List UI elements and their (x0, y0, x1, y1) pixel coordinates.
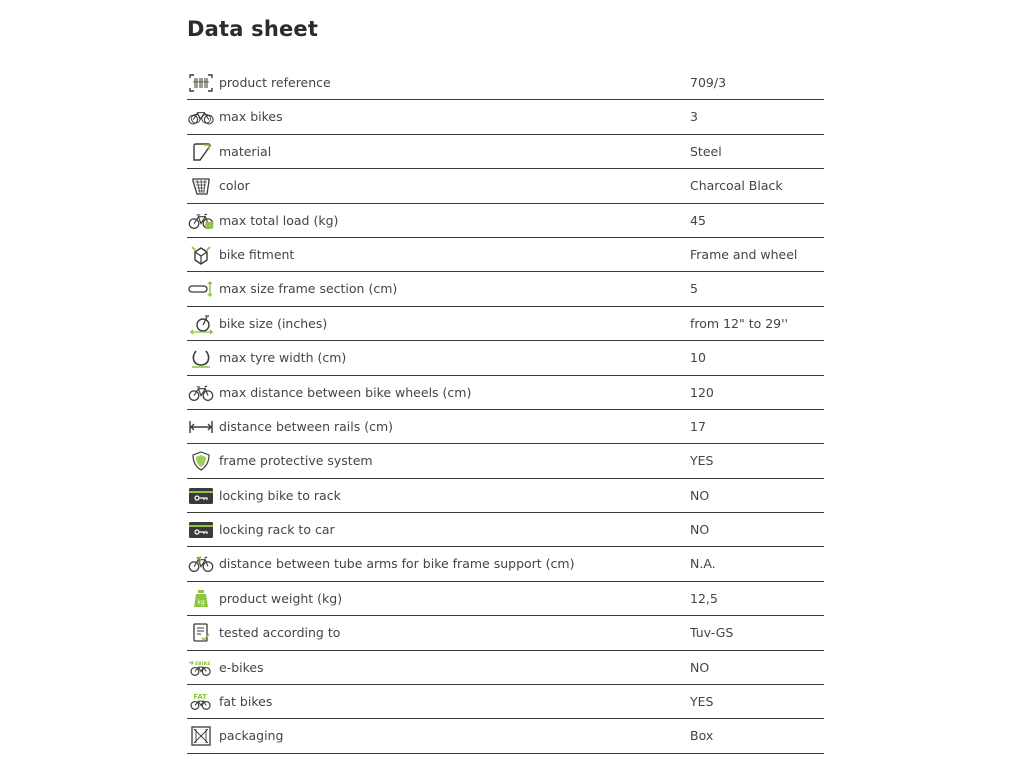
page-title: Data sheet (187, 17, 319, 41)
table-row (187, 513, 824, 547)
certificate-icon (187, 622, 215, 644)
row-label: locking bike to rack (219, 487, 341, 503)
row-label: max size frame section (cm) (219, 281, 398, 297)
row-value: YES (690, 694, 714, 710)
fatbike-icon (187, 691, 215, 713)
row-value: NO (690, 487, 710, 503)
barcode-icon (187, 72, 215, 94)
svg-text:FAT: FAT (193, 692, 207, 701)
table-row (187, 272, 824, 306)
table-row (187, 66, 824, 100)
table-row (187, 685, 824, 719)
wheel-distance-icon (187, 382, 215, 404)
svg-text:EBIKE: EBIKE (194, 661, 211, 667)
row-value: Tuv-GS (690, 625, 734, 641)
row-label: distance between rails (cm) (219, 418, 393, 434)
lock-icon (187, 485, 215, 507)
row-label: frame protective system (219, 453, 373, 469)
row-value: from 12" to 29'' (690, 315, 788, 331)
row-label: max bikes (219, 109, 283, 125)
row-value: 10 (690, 350, 706, 366)
row-value: N.A. (690, 556, 716, 572)
row-value: 709/3 (690, 75, 727, 90)
table-row (187, 238, 824, 272)
row-value: YES (690, 453, 714, 469)
table-row (187, 169, 824, 203)
row-label: tested according to (219, 625, 341, 641)
row-label: max distance between bike wheels (cm) (219, 384, 472, 400)
row-label: max total load (kg) (219, 212, 339, 228)
bike-fitment-icon (187, 244, 215, 266)
row-label: locking rack to car (219, 522, 335, 538)
table-row (187, 444, 824, 478)
data-sheet-table (187, 66, 824, 754)
row-label: color (219, 178, 250, 194)
lock-icon (187, 519, 215, 541)
row-value: 17 (690, 418, 706, 434)
svg-text:kg: kg (197, 598, 205, 606)
color-swatch-icon (187, 175, 215, 197)
row-label: max tyre width (cm) (219, 350, 347, 366)
tyre-width-icon (187, 347, 215, 369)
row-value: Charcoal Black (690, 178, 783, 194)
row-value: 5 (690, 281, 698, 297)
row-label: material (219, 143, 272, 159)
table-row (187, 616, 824, 650)
packaging-icon (187, 725, 215, 747)
row-label: packaging (219, 728, 284, 744)
row-label: distance between tube arms for bike frame support (cm) (219, 556, 575, 572)
bikes-icon (187, 106, 215, 128)
row-value: Steel (690, 143, 722, 159)
row-value: 120 (690, 384, 714, 400)
table-row (187, 582, 824, 616)
ebike-icon (187, 657, 215, 679)
row-label: fat bikes (219, 694, 273, 710)
table-row (187, 719, 824, 753)
row-value: 12,5 (690, 590, 718, 606)
frame-section-icon (187, 278, 215, 300)
table-row (187, 307, 824, 341)
table-row (187, 100, 824, 134)
table-row (187, 376, 824, 410)
row-value: 45 (690, 212, 706, 228)
row-value: Box (690, 728, 714, 744)
rail-distance-icon (187, 416, 215, 438)
row-label: product weight (kg) (219, 590, 343, 606)
row-label: product reference (219, 75, 331, 90)
tube-arms-icon (187, 553, 215, 575)
table-row (187, 410, 824, 444)
shield-icon (187, 450, 215, 472)
weight-icon (187, 588, 215, 610)
row-label: e-bikes (219, 659, 264, 675)
table-row (187, 204, 824, 238)
table-row (187, 651, 824, 685)
bike-size-icon (187, 313, 215, 335)
table-row (187, 341, 824, 375)
table-row (187, 479, 824, 513)
row-value: Frame and wheel (690, 246, 798, 262)
row-label: bike size (inches) (219, 315, 328, 331)
row-label: bike fitment (219, 246, 295, 262)
material-icon (187, 141, 215, 163)
row-value: NO (690, 659, 710, 675)
table-row (187, 135, 824, 169)
table-row (187, 547, 824, 581)
row-value: 3 (690, 109, 698, 125)
bike-load-icon (187, 210, 215, 232)
row-value: NO (690, 522, 710, 538)
